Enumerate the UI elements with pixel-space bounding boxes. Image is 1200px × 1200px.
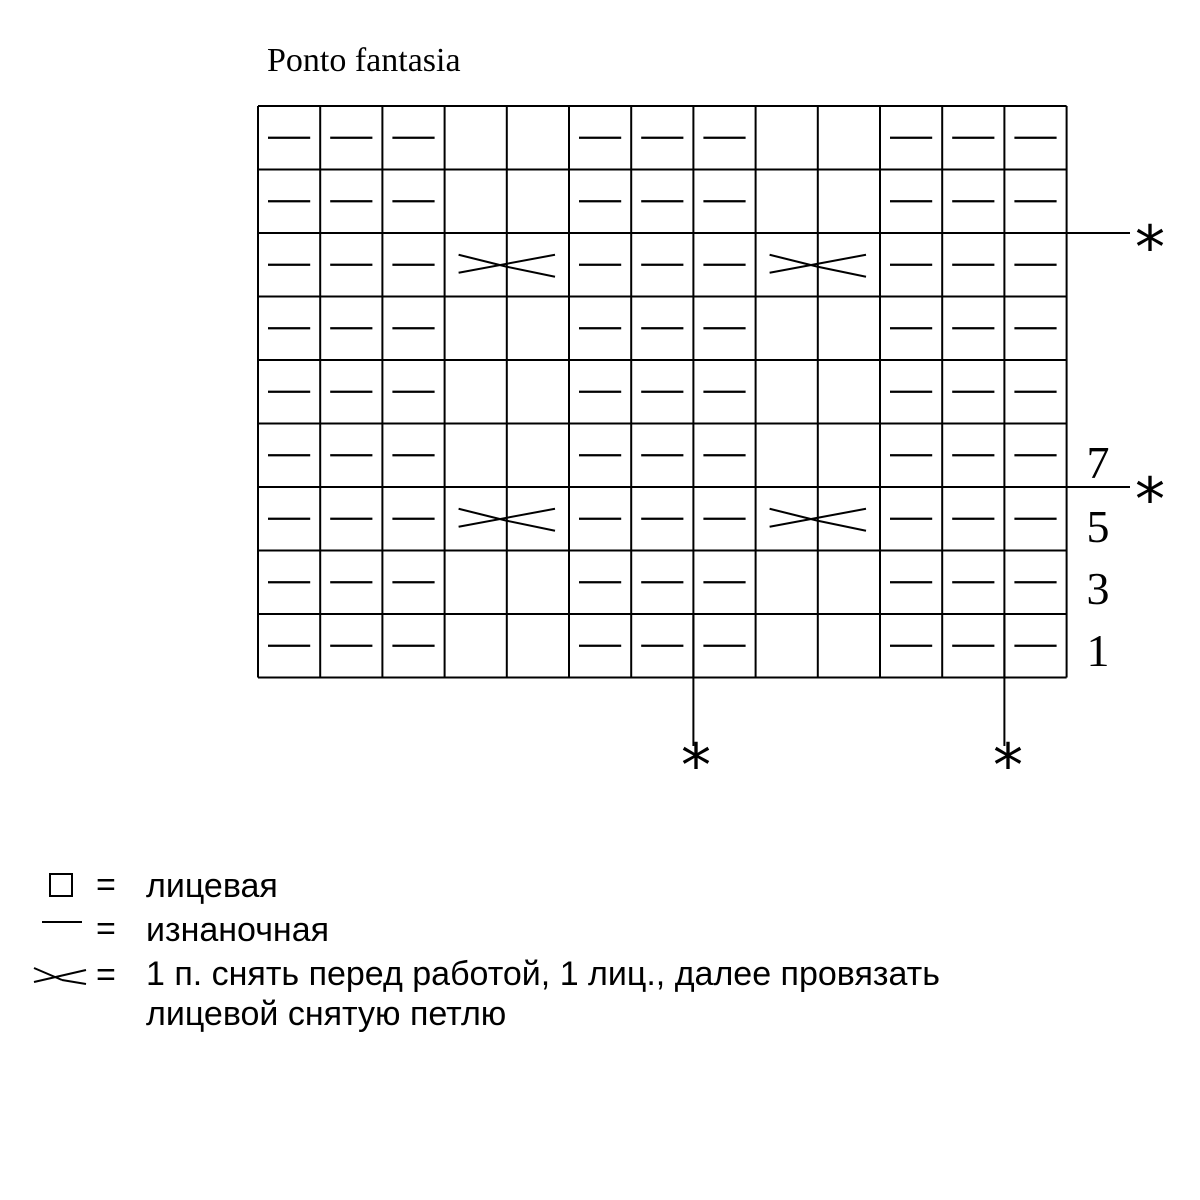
row-number-1: 1	[1086, 625, 1110, 676]
repeat-marker-top-right: *	[1135, 213, 1165, 283]
legend-knit-label: лицевая	[146, 867, 278, 905]
cross-stitch-icon	[32, 962, 88, 988]
purl-dash-icon	[40, 912, 84, 932]
row-number-3: 3	[1086, 563, 1110, 614]
legend-equals-knit: =	[96, 866, 116, 904]
legend-cross-label-line1: 1 п. снять перед работой, 1 лиц., далее провязать	[146, 955, 940, 993]
row-number-7: 7	[1086, 437, 1110, 488]
legend-equals-cross: =	[96, 956, 116, 994]
repeat-marker-bottom-left: *	[681, 731, 711, 801]
legend-equals-purl: =	[96, 910, 116, 948]
repeat-marker-bottom-right: *	[993, 731, 1023, 801]
legend-cross-label-line2: лицевой снятую петлю	[146, 995, 507, 1033]
repeat-marker-mid-right: *	[1135, 465, 1165, 535]
row-number-5: 5	[1086, 501, 1110, 552]
legend-purl-label: изнаночная	[146, 911, 330, 949]
chart-title: Ponto fantasia	[267, 42, 461, 79]
knit-square-icon	[48, 872, 74, 898]
